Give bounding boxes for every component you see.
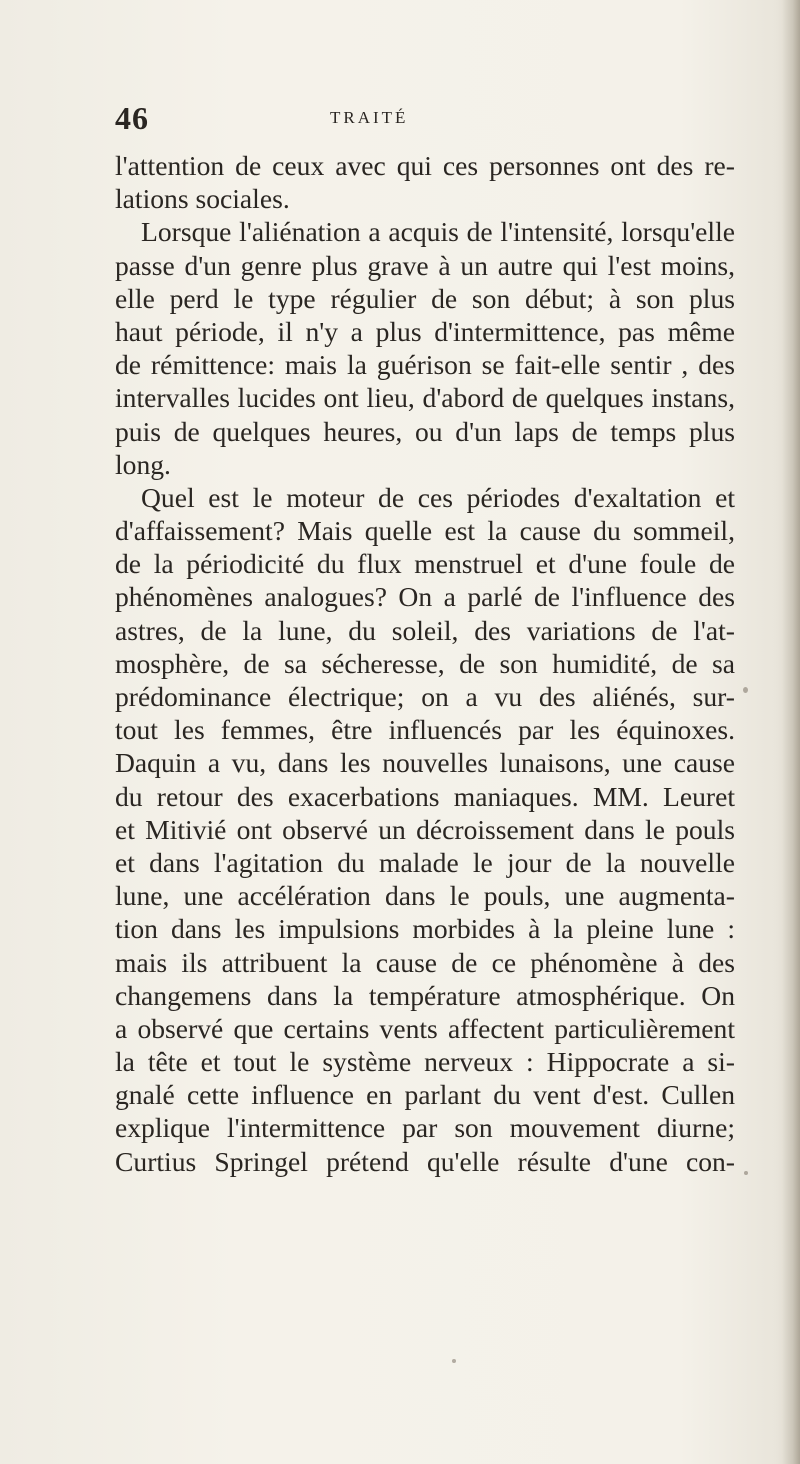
page-edge-shadow bbox=[782, 0, 800, 1464]
running-head: TRAITÉ bbox=[330, 108, 409, 127]
body-text bbox=[115, 149, 735, 1178]
text-line: changemens dans la température atmosphérique. On bbox=[115, 979, 735, 1011]
text-line: Lorsque l'aliénation a acquis de l'intensité, lorsqu'elle bbox=[141, 216, 735, 248]
text-line: Quel est le moteur de ces périodes d'exaltation et bbox=[141, 481, 735, 513]
text-line: mais ils attribuent la cause de ce phénomène à des bbox=[115, 946, 735, 978]
text-line: la tête et tout le système nerveux : Hippocrate a si- bbox=[115, 1046, 735, 1078]
text-line: Daquin a vu, dans les nouvelles lunaisons, une cause bbox=[115, 747, 735, 779]
text-line: elle perd le type régulier de son début; à son plus bbox=[115, 282, 735, 314]
text-line: lations sociales. bbox=[115, 183, 290, 215]
text-line: astres, de la lune, du soleil, des variations de l'at- bbox=[115, 614, 735, 646]
text-line: et dans l'agitation du malade le jour de la nouvelle bbox=[115, 846, 735, 878]
text-line: long. bbox=[115, 448, 171, 480]
paper-speck bbox=[452, 1359, 456, 1363]
text-line: gnalé cette influence en parlant du vent d'est. Cullen bbox=[115, 1079, 735, 1111]
text-line: tion dans les impulsions morbides à la pleine lune : bbox=[115, 913, 735, 945]
text-line: de la périodicité du flux menstruel et d'une foule de bbox=[115, 548, 735, 580]
paper-speck bbox=[743, 687, 748, 693]
page-header bbox=[115, 100, 735, 140]
text-line: passe d'un genre plus grave à un autre qui l'est moins, bbox=[115, 249, 735, 281]
text-line: lune, une accélération dans le pouls, une augmenta- bbox=[115, 880, 735, 912]
text-line: du retour des exacerbations maniaques. MM. Leuret bbox=[115, 780, 735, 812]
paper-speck bbox=[744, 1171, 748, 1175]
text-line: mosphère, de sa sécheresse, de son humidité, de sa bbox=[115, 647, 735, 679]
text-line: phénomènes analogues? On a parlé de l'influence des bbox=[115, 581, 735, 613]
text-line: intervalles lucides ont lieu, d'abord de quelques instans, bbox=[115, 382, 735, 414]
text-line: et Mitivié ont observé un décroissement dans le pouls bbox=[115, 813, 735, 845]
text-line: de rémittence: mais la guérison se fait-elle sentir , des bbox=[115, 349, 735, 381]
text-line: d'affaissement? Mais quelle est la cause du sommeil, bbox=[115, 515, 735, 547]
text-line: tout les femmes, être influencés par les équinoxes. bbox=[115, 714, 735, 746]
text-line: haut période, il n'y a plus d'intermittence, pas même bbox=[115, 315, 735, 347]
text-line: explique l'intermittence par son mouvement diurne; bbox=[115, 1112, 735, 1144]
text-line: prédominance électrique; on a vu des aliénés, sur- bbox=[115, 681, 735, 712]
text-line: l'attention de ceux avec qui ces personnes ont des re- bbox=[115, 150, 735, 181]
text-line: a observé que certains vents affectent particulièrement bbox=[115, 1012, 735, 1044]
page-number: 46 bbox=[115, 100, 149, 136]
text-line: puis de quelques heures, ou d'un laps de temps plus bbox=[115, 415, 735, 447]
text-line: Curtius Springel prétend qu'elle résulte d'une con- bbox=[115, 1145, 735, 1177]
